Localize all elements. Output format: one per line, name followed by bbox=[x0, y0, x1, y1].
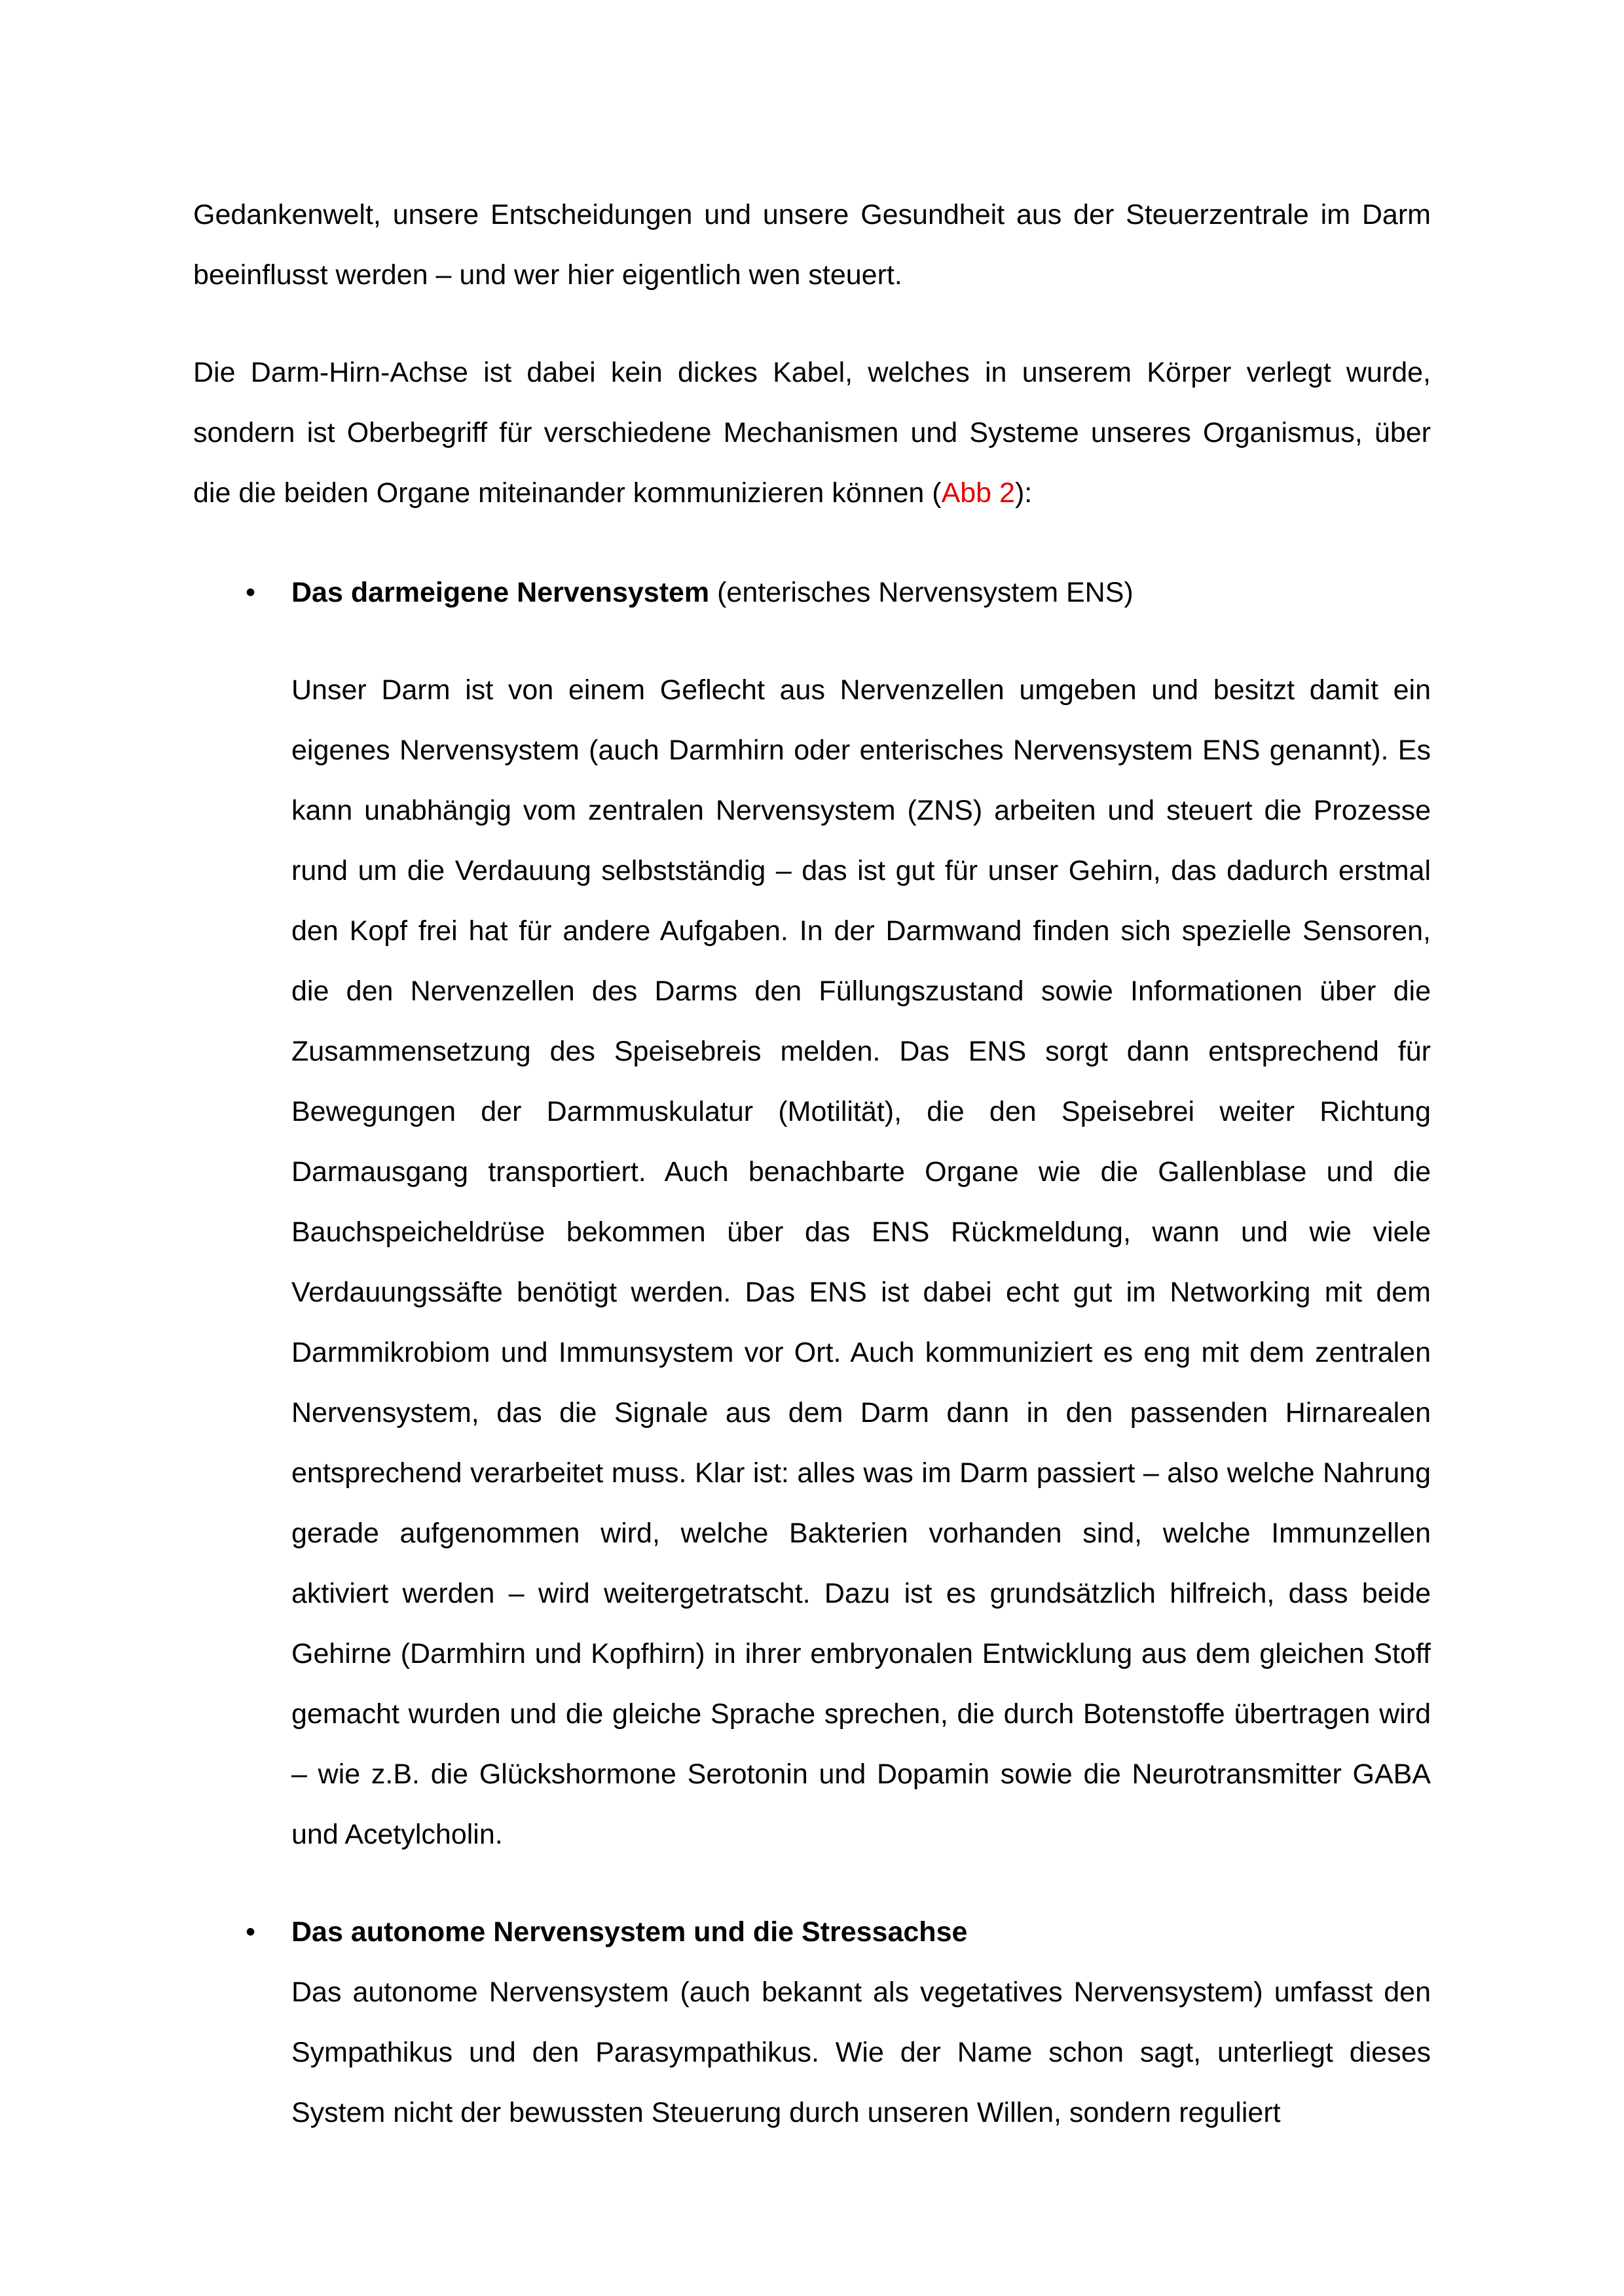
bullet-icon: • bbox=[246, 1916, 256, 1948]
list-item-title-rest: (enterisches Nervensystem ENS) bbox=[709, 577, 1134, 608]
list-item-autonomic-nervous-system bbox=[193, 1902, 1431, 2143]
list-item-title-bold: Das autonome Nervensystem und die Stressachse bbox=[291, 1916, 968, 1948]
list-item-title bbox=[291, 562, 1431, 623]
paragraph-text: Die Darm-Hirn-Achse ist dabei kein dickes Kabel, welches in unserem Körper verlegt wurde, sondern ist Oberbegriff für verschiedene Mechanismen und Systeme unseres Organismus, über die die beiden Organe miteinander kommunizieren können ( bbox=[193, 357, 1431, 509]
bullet-icon: • bbox=[246, 577, 256, 608]
list-item-enteric-nervous-system bbox=[193, 562, 1431, 1865]
mechanism-list bbox=[193, 562, 1431, 2143]
list-item-body: Das autonome Nervensystem (auch bekannt als vegetatives Nervensystem) umfasst den Sympathikus und den Parasympathikus. Wie der Name schon sagt, unterliegt dieses System nicht der bewussten Steuerung durch unseren Willen, sondern reguliert bbox=[291, 1977, 1431, 2128]
list-item-title bbox=[291, 1902, 1431, 1962]
list-item-body: Unser Darm ist von einem Geflecht aus Nervenzellen umgeben und besitzt damit ein eigenes Nervensystem (auch Darmhirn oder enterisches Nervensystem ENS genannt). Es kann unabhängig vom zentralen Nervensystem (ZNS) arbeiten und steuert die Prozesse rund um die Verdauung selbstständig – das ist gut für unser Gehirn, das dadurch erstmal den Kopf frei hat für andere Aufgaben. In der Darmwand finden sich spezielle Sensoren, die den Nervenzellen des Darms den Füllungszustand sowie Informationen über die Zusammensetzung des Speisebreis melden. Das ENS sorgt dann entsprechend für Bewegungen der Darmmuskulatur (Motilität), die den Speisebrei weiter Richtung Darmausgang transportiert. Auch benachbarte Organe wie die Gallenblase und die Bauchspeicheldrüse bekommen über das ENS Rückmeldung, wann und wie viele Verdauungssäfte benötigt werden. Das ENS ist dabei echt gut im Networking mit dem Darmmikrobiom und Immunsystem vor Ort. Auch kommuniziert es eng mit dem zentralen Nervensystem, das die Signale aus dem Darm dann in den passenden Hirnarealen entsprechend verarbeitet muss. Klar ist: alles was im Darm passiert – also welche Nahrung gerade aufgenommen wird, welche Bakterien vorhanden sind, welche Immunzellen aktiviert werden – wird weitergetratscht. Dazu ist es grundsätzlich hilfreich, dass beide Gehirne (Darmhirn und Kopfhirn) in ihrer embryonalen Entwicklung aus dem gleichen Stoff gemacht wurden und die gleiche Sprache sprechen, die durch Botenstoffe übertragen wird – wie z.B. die Glückshormone Serotonin und Dopamin sowie die Neurotransmitter GABA und Acetylcholin. bbox=[291, 674, 1431, 1850]
document-page bbox=[193, 185, 1431, 2143]
paragraph-text-end: ): bbox=[1014, 477, 1033, 509]
paragraph-darm-hirn-achse bbox=[193, 342, 1431, 523]
paragraph-intro-continuation: Gedankenwelt, unsere Entscheidungen und unsere Gesundheit aus der Steuerzentrale im Darm beeinflusst werden – und wer hier eigentlich wen steuert. bbox=[193, 199, 1431, 291]
list-item-title-bold: Das darmeigene Nervensystem bbox=[291, 577, 710, 608]
figure-reference-link[interactable]: Abb 2 bbox=[941, 477, 1015, 509]
